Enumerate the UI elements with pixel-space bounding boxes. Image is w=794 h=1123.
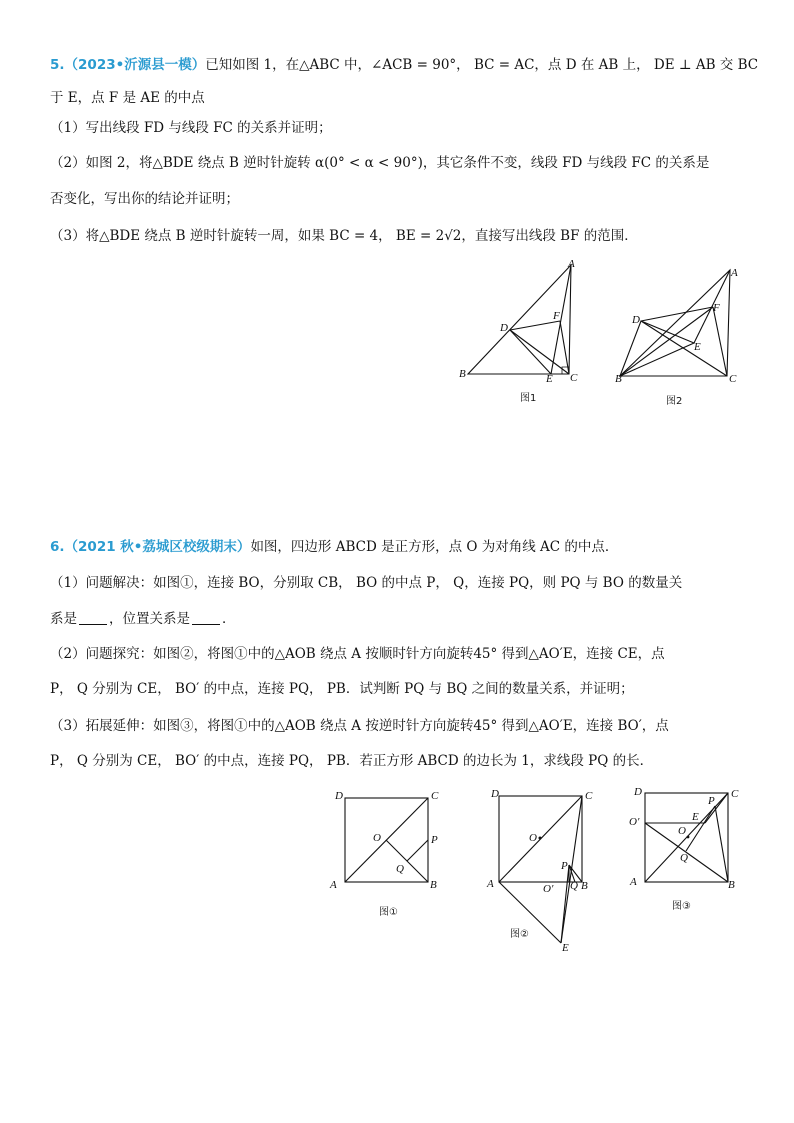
label-c: C [731,788,739,800]
label-a: A [630,876,637,888]
q6-number: 6. [50,539,65,555]
q6-part-3-line-2: P， Q 分别为 CE， BO′ 的中点，连接 PQ， PB．若正方形 ABCD 的边长为 1，求线段 PQ 的长． [50,753,654,769]
q6-fig1-caption: 图① [379,907,398,918]
q5-source: （2023•沂源县一模） [64,57,206,73]
segment-pq [407,840,428,861]
label-e: E [562,942,569,954]
label-d: D [335,790,343,802]
q6-p1b-end: ． [222,611,236,627]
q6-part-1-line-2 [50,610,236,628]
q6-line-1 [50,538,618,556]
label-o-prime: O′ [629,816,640,828]
label-q: Q [680,852,688,864]
label-e: E [694,341,701,353]
q6-intro: 如图，四边形 ABCD 是正方形，点 O 为对角线 AC 的中点． [250,539,619,555]
q6-figure-2 [485,785,605,955]
q6-fig2-caption: 图② [510,929,529,940]
segment-eo-prime [561,865,569,943]
q6-figure-1 [325,785,450,925]
label-p: P [708,795,715,807]
q6-part-2-line-1: （2）问题探究：如图②，将图①中的△AOB 绕点 A 按顺时针方向旋转45° 得到△AO′E，连接 CE，点 [50,646,665,662]
segment-fc [560,321,569,374]
label-d: D [634,786,642,798]
q5-figure-1 [450,255,600,415]
q6-fig3-caption: 图③ [672,901,691,912]
label-b: B [615,373,622,385]
answer-blank-1[interactable] [79,611,107,625]
q6-p1b-mid: ，位置关系是 [109,611,190,627]
segment-fc [713,307,727,376]
q5-intro-b: 于 E，点 F 是 AE 的中点 [50,90,205,106]
q5-part-2-line-1: （2）如图 2，将△BDE 绕点 B 逆时针旋转 α(0° < α < 90°)，其它条件不变，线段 FD 与线段 FC 的关系是 [50,155,710,171]
label-d: D [632,314,640,326]
label-b: B [459,368,466,380]
q6-figure-3 [625,785,750,925]
label-a: A [487,878,494,890]
label-b: B [728,879,735,891]
segment-dc [641,321,727,376]
label-o: O [373,832,381,844]
q5-line-1 [50,56,758,74]
segment-df [641,307,713,321]
label-o-prime: O′ [543,883,554,895]
label-p: P [561,860,568,872]
q5-figure-2 [610,262,750,412]
label-a: A [330,879,337,891]
q5-part-3: （3）将△BDE 绕点 B 逆时针旋转一周，如果 BC = 4， BE = 2√2，直接写出线段 BF 的范围． [50,228,638,244]
q5-number: 5. [50,57,65,73]
label-a: A [731,267,738,279]
segment-dc [510,330,569,374]
q6-part-2-line-2: P， Q 分别为 CE， BO′ 的中点，连接 PQ， PB．试判断 PQ 与 BQ 之间的数量关系，并证明； [50,681,634,697]
q6-part-3-line-1: （3）拓展延伸：如图③，将图①中的△AOB 绕点 A 按逆时针方向旋转45° 得到△AO′E，连接 BO′，点 [50,718,669,734]
label-d: D [491,788,499,800]
q6-source: （2021 秋•荔城区校级期末） [64,539,251,555]
answer-blank-2[interactable] [192,611,220,625]
segment-pq [686,806,715,851]
label-e: E [692,811,699,823]
segment-ae [694,270,730,343]
point-o [687,836,690,839]
q5-intro-a: 已知如图 1，在△ABC 中，∠ACB = 90°， BC = AC，点 D 在 AB 上， DE ⊥ AB 交 BC [205,57,759,73]
label-q: Q [570,880,578,892]
label-d: D [500,322,508,334]
label-f: F [553,310,560,322]
label-f: F [713,302,720,314]
label-a: A [568,258,575,270]
label-p: P [431,834,438,846]
label-c: C [431,790,439,802]
segment-de [510,330,551,374]
label-o: O [529,832,537,844]
point-o [539,837,542,840]
label-q: Q [396,863,404,875]
label-c: C [585,790,593,802]
label-c: C [729,373,737,385]
segment-pb [715,806,728,882]
fig1-caption: 图1 [520,393,537,404]
q6-p1b-pre: 系是 [50,611,77,627]
label-b: B [581,880,588,892]
label-o: O [678,825,686,837]
label-c: C [570,372,578,384]
label-b: B [430,879,437,891]
q5-part-2-line-2: 否变化，写出你的结论并证明； [50,191,239,207]
q6-part-1-line-1: （1）问题解决：如图①，连接 BO，分别取 CB， BO 的中点 P， Q，连接 PQ，则 PQ 与 BO 的数量关 [50,575,683,591]
q5-part-1: （1）写出线段 FD 与线段 FC 的关系并证明； [50,120,332,136]
fig2-caption: 图2 [666,396,683,407]
label-e: E [546,373,553,385]
